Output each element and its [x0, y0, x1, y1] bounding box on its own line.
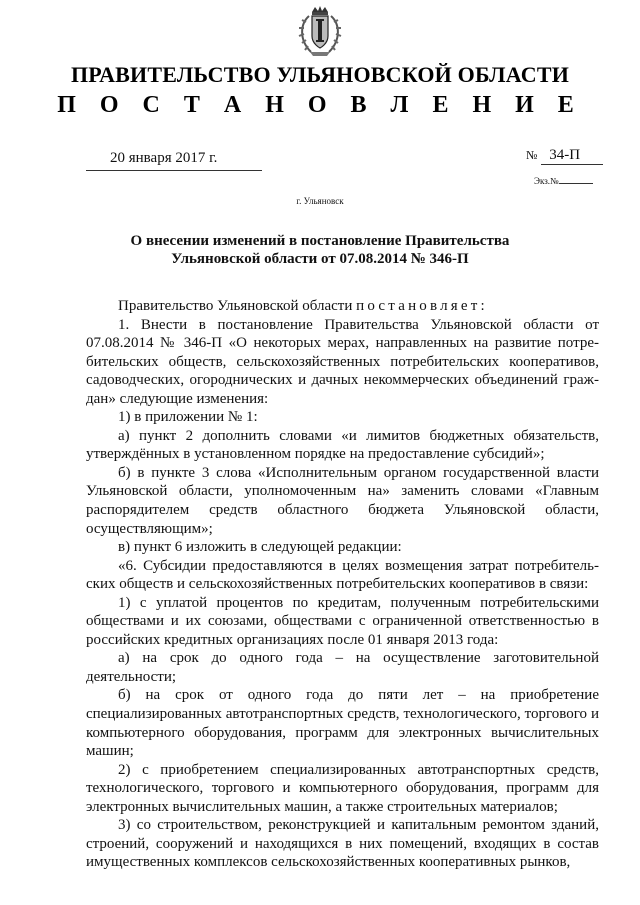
intro-verb: постановляет: [356, 298, 488, 314]
government-name: ПРАВИТЕЛЬСТВО УЛЬЯНОВСКОЙ ОБЛАСТИ [70, 62, 570, 87]
body-paragraph: в) пункт 6 изложить в следующей редакции: [118, 539, 402, 556]
subject-line: О внесении изменений в постановление Правительства [130, 233, 510, 249]
body-paragraph: 3) со строительством, реконструкцией и капитальным ремонтом зданий, строений, сооружений и находящихся в них помещений, входящих в состав имущественных комплексов сельскохозяйственных кооперативных рынков, [86, 817, 599, 871]
body-paragraph: «6. Субсидии предоставляются в целях возмещения затрат потребитель-ских обществ и сельскохозяйственных потребительских кооперативов в связи: [86, 557, 599, 593]
body-paragraph: а) пункт 2 дополнить словами «и лимитов бюджетных обязательств, утверждённых в установленном порядке на предоставление субсидий»; [86, 427, 599, 463]
document-type: П О С Т А Н О В Л Е Н И Е [57, 92, 583, 118]
city: г. Ульяновск [296, 196, 344, 206]
number-value: 34-П [541, 147, 603, 165]
intro-subject: Правительство Ульяновской области [118, 298, 357, 314]
document-date: 20 января 2017 г. [110, 150, 218, 166]
body-paragraph: 2) с приобретением специализированных автотранспортных средств, технологического, торгового и компьютерного оборудования, программ для электронных вычислительных машин, а также строительных материалов; [86, 761, 599, 815]
date-underline [86, 170, 262, 171]
body-paragraph: б) на срок от одного года до пяти лет – на приобретение специализированных автотранспортных средств, технологического, торгового и компьютерного оборудования, программ для электронных вычислительных машин; [86, 687, 599, 760]
body-paragraph: 1. Внести в постановление Правительства Ульяновской области от 07.08.2014 № 346-П «О некоторых мерах, направленных на развитие потре-бительских обществ, сельскохозяйственных потребительских кооперативов, садоводческих, огороднических и дачных некоммерческих объединений граж-дан» следующие изменения: [86, 316, 599, 407]
copy-label: Экз.№ [534, 176, 559, 186]
number-sign: № [526, 148, 538, 162]
document-number [526, 147, 603, 165]
subject-line: Ульяновской области от 07.08.2014 № 346-П [171, 251, 469, 267]
body-paragraph: б) в пункте 3 слова «Исполнительным органом государственной власти Ульяновской области, уполномоченным на» заменить словами «Главным распорядителем средств областного бюджета Ульяновской области, осуществляющим»; [86, 464, 599, 537]
body-paragraph: 1) с уплатой процентов по кредитам, полученным потребительскими обществами и их союзами, обществами с ограниченной ответственностью в российских кредитных организациях после 01 января 2013 года: [86, 594, 599, 648]
body-paragraph: 1) в приложении № 1: [118, 409, 258, 426]
ulyanovsk-coat-of-arms-icon [297, 6, 343, 58]
document-body [86, 297, 599, 872]
copy-underline [559, 183, 593, 184]
intro-paragraph [86, 297, 599, 316]
body-paragraph: а) на срок до одного года – на осуществление заготовительной деятельности; [86, 650, 599, 685]
document-subject [110, 232, 530, 268]
copy-number [534, 176, 593, 186]
